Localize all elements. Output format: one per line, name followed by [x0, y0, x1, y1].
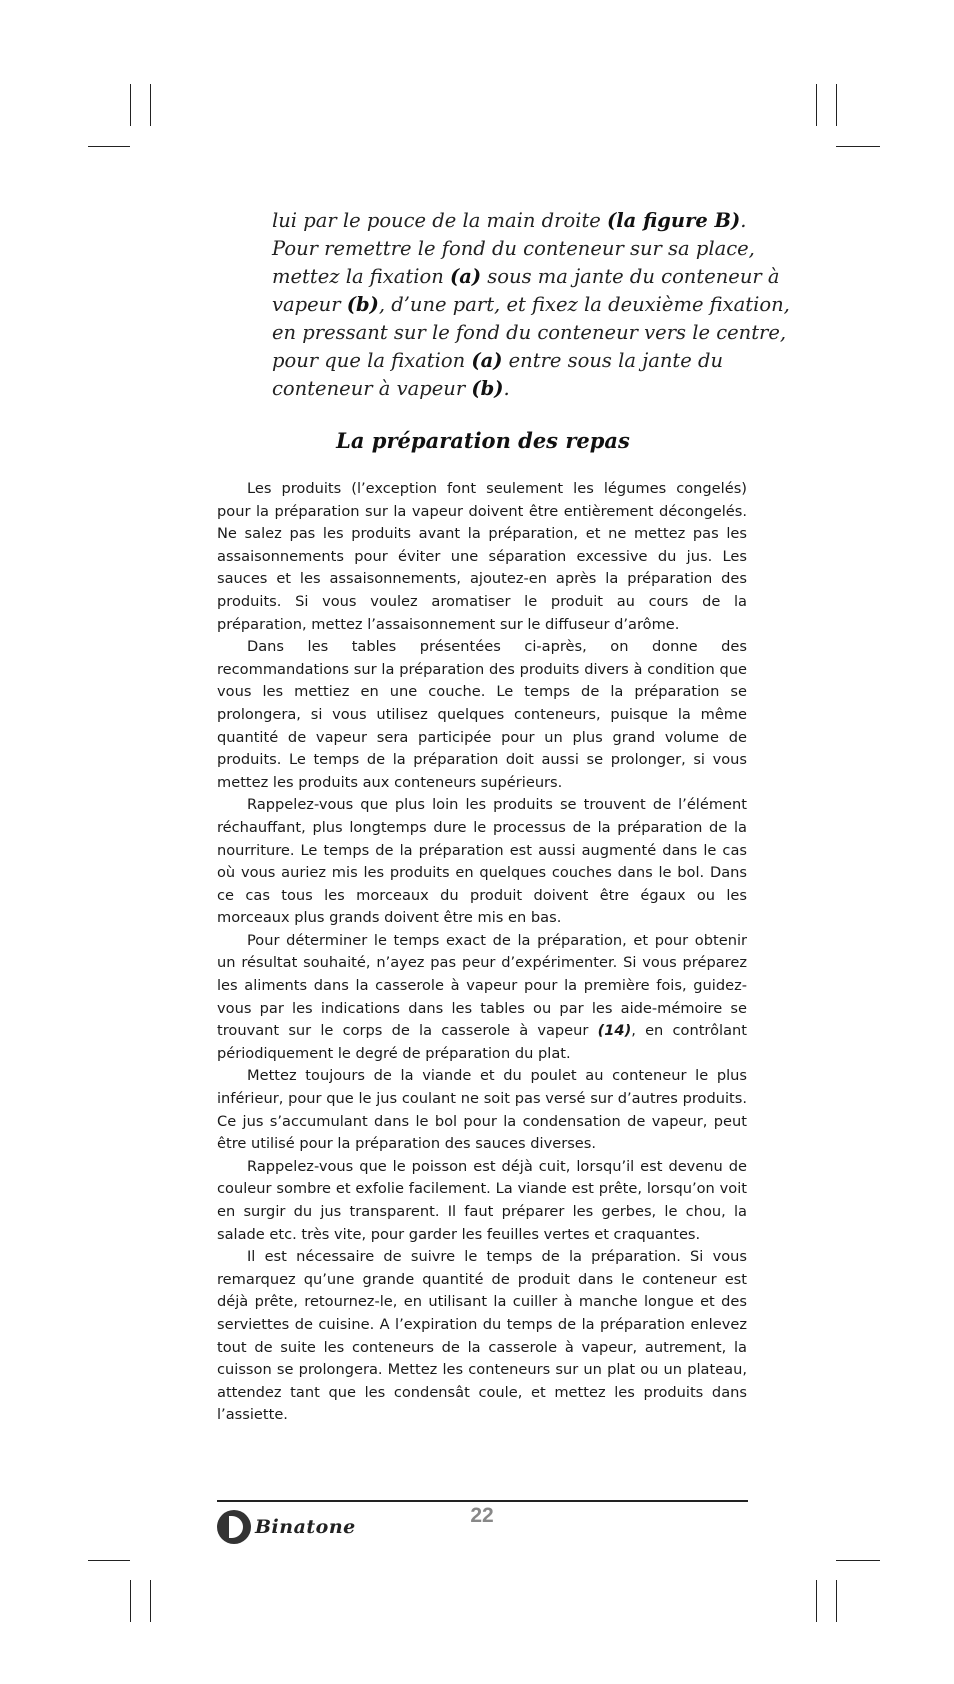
part-reference: (14) [597, 1022, 632, 1040]
crop-mark [836, 1560, 880, 1561]
part-label: (a) [471, 349, 503, 372]
paragraph [217, 930, 747, 1066]
crop-mark [88, 1560, 130, 1561]
intro-text: lui par le pouce de la main droite [272, 209, 608, 232]
crop-mark [816, 84, 817, 126]
body-text [217, 478, 747, 1427]
intro-text: vapeur [272, 293, 347, 316]
brand-logo [217, 1509, 356, 1545]
crop-mark [130, 1580, 131, 1622]
crop-mark [836, 1580, 837, 1622]
crop-mark [836, 146, 880, 147]
crop-mark [88, 146, 130, 147]
paragraph: Dans les tables présentées ci-après, on donne des recommandations sur la préparation des produits divers à condition que vous les mettiez en une couche. Le temps de la préparation se prolongera, si vous utilisez quelques conteneurs, puisque la même quantité de vapeur sera participée pour un plus grand volume de produits. Le temps de la préparation doit aussi se prolonger, si vous mettez les produits aux conteneurs supérieurs. [217, 638, 747, 791]
page-number: 22 [470, 1504, 494, 1527]
intro-text: sous ma jante du conteneur à [481, 265, 780, 288]
paragraph: Rappelez-vous que le poisson est déjà cuit, lorsqu’il est devenu de couleur sombre et exfolie facilement. La viande est prête, lorsqu’on voit en surgir du jus transparent. Il faut préparer les gerbes, le chou, la salade etc. très vite, pour garder les feuilles vertes et craquantes. [217, 1157, 747, 1243]
paragraph: Il est nécessaire de suivre le temps de la préparation. Si vous remarquez qu’une grande quantité de produit dans le conteneur est déjà prête, retournez-le, en utilisant la cuiller à manche longue et des serviettes de cuisine. A l’expiration du temps de la préparation enlevez tout de suite les conteneurs de la casserole à vapeur, autrement, la cuisson se prolongera. Mettez les conteneurs sur un plat ou un plateau, attendez tant que les condensât coule, et mettez les produits dans l’assiette. [217, 1248, 747, 1424]
crop-mark [150, 1580, 151, 1622]
part-label: (b) [471, 377, 504, 400]
figure-reference: (la figure B) [607, 209, 741, 232]
brand-name: Binatone [255, 1516, 356, 1538]
section-heading: La préparation des repas [336, 428, 630, 453]
intro-text: . [740, 209, 747, 232]
intro-text: entre sous la jante du [502, 349, 724, 372]
intro-text: pour que la fixation [272, 349, 472, 372]
part-label: (a) [449, 265, 482, 288]
paragraph: Mettez toujours de la viande et du poulet au conteneur le plus inférieur, pour que le jus coulant ne soit pas versé sur d’autres produits. Ce jus s’accumulant dans le bol pour la condensation de vapeur, peut être utilisé pour la préparation des sauces diverses. [217, 1067, 747, 1153]
crop-mark [836, 84, 837, 126]
intro-text: , d’une part, et fixez la deuxième fixation, [378, 293, 790, 316]
paragraph-text: Pour déterminer le temps exact de la préparation, et pour obtenir un résultat souhaité, n’ayez pas peur d’expérimenter. Si vous préparez les aliments dans la casserole à vapeur pour la première fois, guidez-vous par les indications dans les tables ou par les aide-mémoire se trouvant sur le corps de la casserole à vapeur [217, 931, 747, 1040]
footer-rule [217, 1500, 748, 1502]
crop-mark [150, 84, 151, 126]
intro-text: . [503, 377, 510, 400]
intro-text: conteneur à vapeur [272, 377, 472, 400]
intro-paragraph [272, 207, 790, 403]
paragraph: Les produits (l’exception font seulement les légumes congelés) pour la préparation sur la vapeur doivent être entièrement décongelés. Ne salez pas les produits avant la préparation, et ne mettez pas les assaisonnements pour éviter une séparation excessive du jus. Les sauces et les assaisonnements, ajoutez-en après la préparation des produits. Si vous voulez aromatiser le produit au cours de la préparation, mettez l’assaisonnement sur le diffuseur d’arôme. [217, 480, 747, 633]
crop-mark [130, 84, 131, 126]
intro-text: Pour remettre le fond du conteneur sur sa place, [272, 237, 755, 260]
part-label: (b) [346, 293, 379, 316]
intro-text: mettez la fixation [272, 265, 450, 288]
intro-text: en pressant sur le fond du conteneur vers le centre, [272, 321, 787, 344]
paragraph: Rappelez-vous que plus loin les produits se trouvent de l’élément réchauffant, plus longtemps dure le processus de la préparation de la nourriture. Le temps de la préparation est aussi augmenté dans le cas où vous auriez mis les produits en quelques couches dans le bol. Dans ce cas tous les morceaux du produit doivent être égaux ou les morceaux plus grands doivent être mis en bas. [217, 796, 747, 927]
brand-logo-icon [217, 1510, 251, 1544]
paragraph-text: , en contrôlant périodiquement le degré de préparation du plat. [217, 1022, 747, 1062]
crop-mark [816, 1580, 817, 1622]
